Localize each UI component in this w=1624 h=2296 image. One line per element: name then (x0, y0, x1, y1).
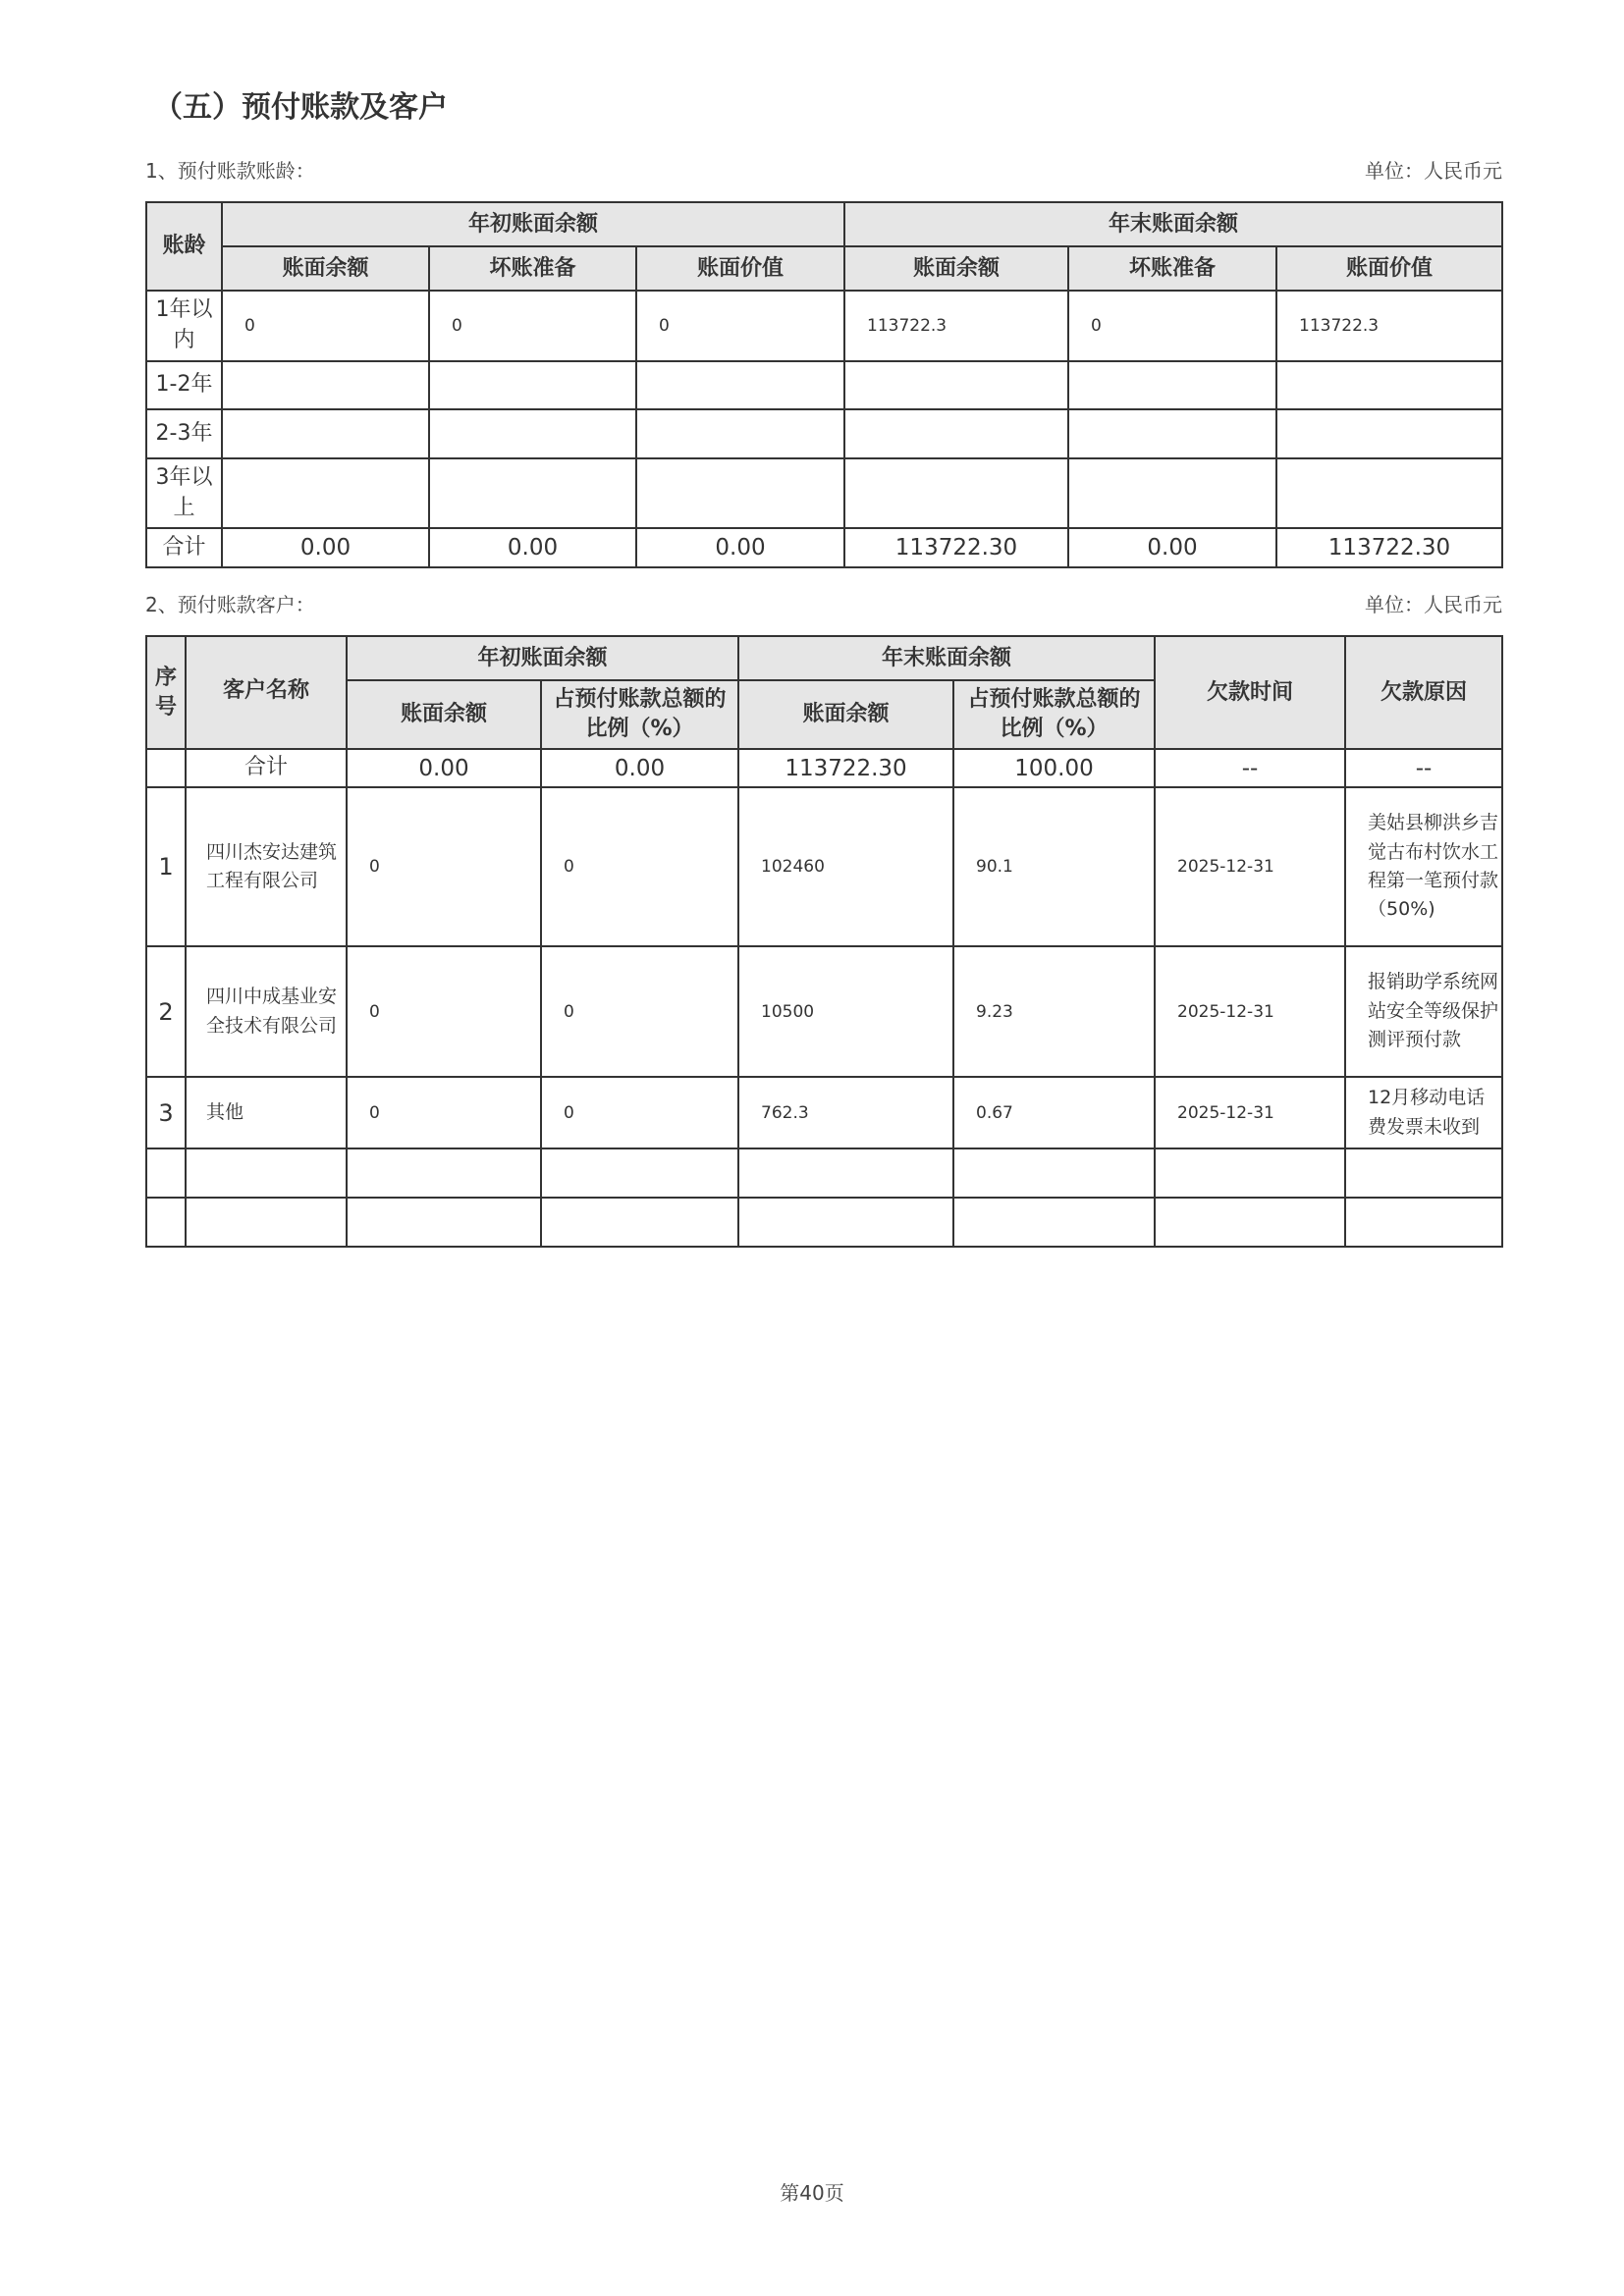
customer-name: 四川杰安达建筑工程有限公司 (186, 787, 347, 946)
table-row (146, 409, 1502, 458)
table-cell: 0.67 (953, 1077, 1155, 1148)
total-cell: 0.00 (429, 528, 636, 567)
table-cell (186, 1198, 347, 1247)
customer-name: 其他 (186, 1077, 347, 1148)
table-cell: 0 (222, 291, 429, 361)
table-cell: 90.1 (953, 787, 1155, 946)
table-row (146, 291, 1502, 361)
table-row (146, 787, 1502, 946)
table-row (146, 458, 1502, 528)
page-title: （五）预付账款及客户 (153, 90, 448, 125)
total-cell: -- (1345, 749, 1502, 787)
debt-reason: 报销助学系统网站安全等级保护测评预付款 (1345, 946, 1502, 1077)
end-balance-header: 年末账面余额 (738, 636, 1155, 680)
table-cell: 10500 (738, 946, 953, 1077)
col-header: 占预付账款总额的比例（%） (541, 680, 738, 749)
table-cell: 762.3 (738, 1077, 953, 1148)
table-cell: 2025-12-31 (1155, 787, 1345, 946)
table-cell (636, 361, 844, 409)
total-cell: 0.00 (347, 749, 541, 787)
col-header: 账面余额 (222, 246, 429, 291)
table-row (146, 1198, 1502, 1247)
table-cell (636, 409, 844, 458)
col-header: 账面价值 (1276, 246, 1502, 291)
table-cell (1345, 1198, 1502, 1247)
total-cell: 113722.30 (738, 749, 953, 787)
row-label: 1年以内 (146, 291, 222, 361)
aging-table-label: 1、预付账款账龄： (145, 159, 315, 183)
table-cell (186, 1148, 347, 1198)
table-cell (953, 1198, 1155, 1247)
begin-balance-header: 年初账面余额 (347, 636, 738, 680)
col-header: 账面余额 (347, 680, 541, 749)
aging-header: 账龄 (146, 202, 222, 291)
table-cell (1345, 1148, 1502, 1198)
table-cell: 0 (429, 291, 636, 361)
total-cell: -- (1155, 749, 1345, 787)
col-header: 账面余额 (738, 680, 953, 749)
debt-reason: 美姑县柳洪乡吉觉古布村饮水工程第一笔预付款（50%) (1345, 787, 1502, 946)
table-cell (347, 1148, 541, 1198)
total-row (146, 749, 1502, 787)
aging-table-unit: 单位：人民币元 (1365, 159, 1502, 183)
table-cell (636, 458, 844, 528)
table-row (146, 946, 1502, 1077)
table-cell: 0 (347, 946, 541, 1077)
total-label: 合计 (146, 528, 222, 567)
table-cell (429, 458, 636, 528)
total-cell: 0.00 (222, 528, 429, 567)
debt-reason: 12月移动电话费发票未收到 (1345, 1077, 1502, 1148)
customer-table-unit: 单位：人民币元 (1365, 593, 1502, 616)
table-cell (146, 1148, 186, 1198)
table-cell (738, 1198, 953, 1247)
table-cell: 0 (1068, 291, 1276, 361)
row-seq: 1 (146, 787, 186, 946)
table-cell: 0 (347, 1077, 541, 1148)
table-cell (429, 409, 636, 458)
row-label: 2-3年 (146, 409, 222, 458)
customer-name-header: 客户名称 (186, 636, 347, 749)
table-cell (429, 361, 636, 409)
table-cell (1068, 458, 1276, 528)
seq-header: 序号 (146, 636, 186, 749)
customer-table-label: 2、预付账款客户： (145, 593, 315, 616)
table-cell: 0 (541, 1077, 738, 1148)
total-cell: 100.00 (953, 749, 1155, 787)
debt-reason-header: 欠款原因 (1345, 636, 1502, 749)
table-cell (738, 1148, 953, 1198)
table-cell (541, 1148, 738, 1198)
table-cell: 9.23 (953, 946, 1155, 1077)
row-label: 1-2年 (146, 361, 222, 409)
col-header: 账面价值 (636, 246, 844, 291)
table-cell (1276, 409, 1502, 458)
table-cell (844, 361, 1068, 409)
total-cell: 0.00 (636, 528, 844, 567)
table-cell (1276, 361, 1502, 409)
begin-balance-header: 年初账面余额 (222, 202, 844, 246)
table-cell (222, 409, 429, 458)
table-cell: 0 (541, 946, 738, 1077)
table-cell (953, 1148, 1155, 1198)
table-cell: 2025-12-31 (1155, 1077, 1345, 1148)
table-cell (844, 458, 1068, 528)
row-seq: 3 (146, 1077, 186, 1148)
table-cell (146, 749, 186, 787)
table-cell (1276, 458, 1502, 528)
total-cell: 113722.30 (844, 528, 1068, 567)
customer-table (145, 635, 1503, 1248)
table-cell (146, 1198, 186, 1247)
table-cell: 2025-12-31 (1155, 946, 1345, 1077)
table-cell (1155, 1148, 1345, 1198)
table-row (146, 1077, 1502, 1148)
customer-name: 四川中成基业安全技术有限公司 (186, 946, 347, 1077)
table-cell: 113722.3 (1276, 291, 1502, 361)
table-cell (1155, 1198, 1345, 1247)
row-label: 3年以上 (146, 458, 222, 528)
total-row (146, 528, 1502, 567)
total-label: 合计 (186, 749, 347, 787)
row-seq: 2 (146, 946, 186, 1077)
table-row (146, 1148, 1502, 1198)
table-cell: 0 (347, 787, 541, 946)
table-cell (1068, 409, 1276, 458)
table-cell (222, 458, 429, 528)
table-cell: 0 (541, 787, 738, 946)
table-cell (1068, 361, 1276, 409)
col-header: 坏账准备 (429, 246, 636, 291)
table-row (146, 361, 1502, 409)
aging-table (145, 201, 1503, 568)
table-cell (222, 361, 429, 409)
table-cell: 113722.3 (844, 291, 1068, 361)
table-cell (347, 1198, 541, 1247)
page-number: 第40页 (780, 2181, 844, 2205)
total-cell: 0.00 (541, 749, 738, 787)
total-cell: 113722.30 (1276, 528, 1502, 567)
table-cell: 0 (636, 291, 844, 361)
table-cell (844, 409, 1068, 458)
table-cell: 102460 (738, 787, 953, 946)
total-cell: 0.00 (1068, 528, 1276, 567)
debt-time-header: 欠款时间 (1155, 636, 1345, 749)
col-header: 占预付账款总额的比例（%） (953, 680, 1155, 749)
table-cell (541, 1198, 738, 1247)
end-balance-header: 年末账面余额 (844, 202, 1502, 246)
col-header: 坏账准备 (1068, 246, 1276, 291)
col-header: 账面余额 (844, 246, 1068, 291)
